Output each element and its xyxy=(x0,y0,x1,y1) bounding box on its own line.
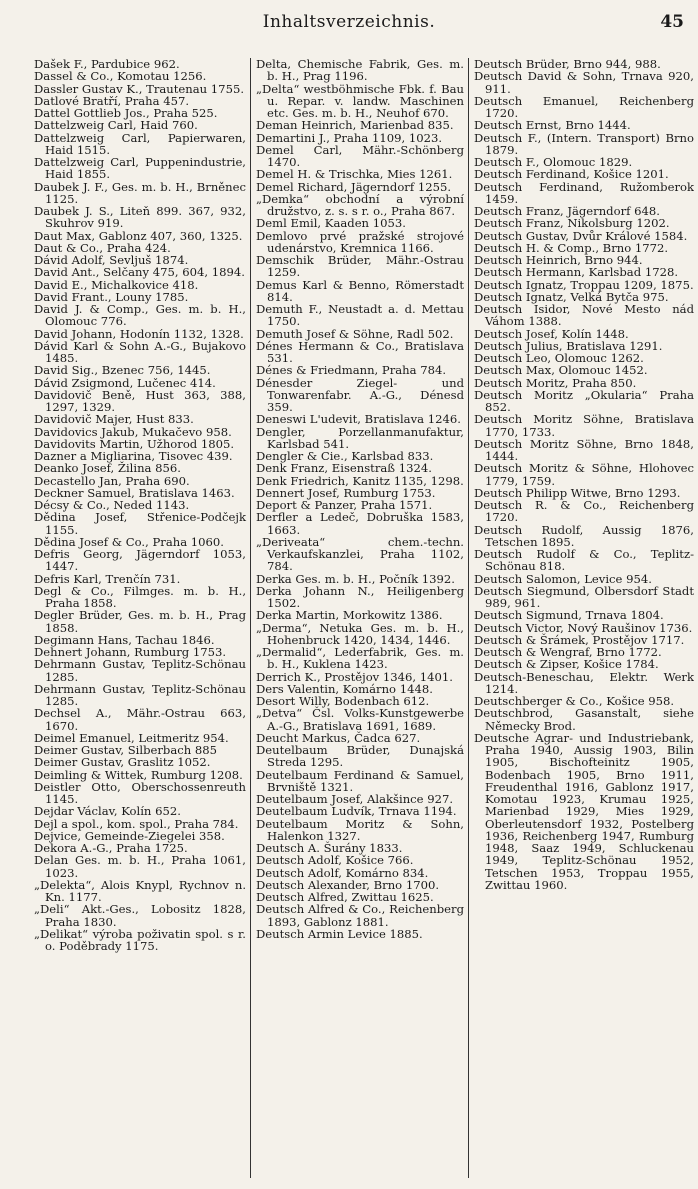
index-entry: Dekora A.-G., Praha 1725. xyxy=(34,841,188,855)
index-entry: Davidovič Beně, Hust 363, 388, 1297, 1329. xyxy=(34,387,246,414)
index-entry: Dávid Adolf, Sevljuš 1874. xyxy=(34,253,189,267)
index-entry: Deutelbaum Ludvík, Trnava 1194. xyxy=(256,804,457,819)
index-entry: Deport & Panzer, Praha 1571. xyxy=(256,498,433,512)
index-entry: „Delta“ westböhmische Fbk. f. Bau u. Repar. v. landw. Maschinen etc. Ges. m. b. H., Neuhof 670. xyxy=(256,81,464,120)
index-entry: Dassler Gustav K., Trautenau 1755. xyxy=(34,81,245,96)
index-entry: Deutelbaum Ferdinand & Samuel, Brvniště 1321. xyxy=(256,767,464,794)
index-entry: Deutsch Alexander, Brno 1700. xyxy=(256,877,440,892)
index-entry: Dávid Karl & Sohn A.-G., Bujakovo 1485. xyxy=(34,338,246,365)
index-entry: Dehrmann Gustav, Teplitz-Schönau 1285. xyxy=(34,657,246,684)
index-entry: „Detva“ Čsl. Volks-Kunstgewerbe A.-G., Bratislava 1691, 1689. xyxy=(256,706,464,733)
index-entry: Deutelbaum Moritz & Sohn, Halenkon 1327. xyxy=(256,816,464,843)
index-entry: Deutsch Franz, Jägerndorf 648. xyxy=(474,204,660,218)
index-entry: Dattel Gottlieb Jos., Praha 525. xyxy=(34,106,218,120)
page-number: 45 xyxy=(660,12,684,32)
index-entry: „Dermalid“, Lederfabrik, Ges. m. b. H., Kuklena 1423. xyxy=(256,645,464,672)
index-entry: Deutsch Siegmund, Olbersdorf Stadt 989, 961. xyxy=(474,583,694,610)
index-entry: Deutsch Leo, Olomouc 1262. xyxy=(474,351,644,365)
index-entry: David Frant., Louny 1785. xyxy=(34,289,189,304)
index-entry: Deutsch H. & Comp., Brno 1772. xyxy=(474,240,669,255)
index-entry: „Derma“, Netuka Ges. m. b. H., Hohenbruck 1420, 1434, 1446. xyxy=(256,620,464,647)
index-entry: Deutsch Rudolf, Aussig 1876, Tetschen 1895. xyxy=(474,522,694,549)
index-entry: Derka Ges. m. b. H., Počník 1392. xyxy=(256,571,455,586)
index-entry: Deutsch Philipp Witwe, Brno 1293. xyxy=(474,485,681,500)
index-entry: Deml Emil, Kaaden 1053. xyxy=(256,216,406,231)
index-entry: Daut & Co., Praha 424. xyxy=(34,240,171,255)
index-entry: Deutsch Moritz „Okularia“ Praha 852. xyxy=(474,387,694,414)
index-entry: Deutsch Rudolf & Co., Teplitz-Schönau 818. xyxy=(474,547,694,574)
index-column-2 xyxy=(256,58,469,1178)
index-entry: Deutsch Ignatz, Velká Bytča 975. xyxy=(474,289,669,304)
index-entry: Deutsch Alfred & Co., Reichenberg 1893, Gablonz 1881. xyxy=(256,902,464,929)
index-entry: Dehrmann Gustav, Teplitz-Schönau 1285. xyxy=(34,681,246,708)
index-entry: Deimling & Wittek, Rumburg 1208. xyxy=(34,767,243,782)
index-entry: Deimel Emanuel, Leitmeritz 954. xyxy=(34,730,229,745)
index-entry: Deutsch Sigmund, Trnava 1804. xyxy=(474,608,664,623)
index-entry: Dénes Hermann & Co., Bratislava 531. xyxy=(256,338,464,365)
index-entry: Deutsch R. & Co., Reichenberg 1720. xyxy=(474,498,694,525)
index-column-1 xyxy=(34,58,251,1178)
index-entry: Demel Carl, Mähr.-Schönberg 1470. xyxy=(256,142,464,169)
page-header xyxy=(0,10,698,40)
index-entry: Deutsch Moritz Söhne, Brno 1848, 1444. xyxy=(474,436,694,463)
index-entry: Deutsch Moritz, Praha 850. xyxy=(474,375,637,390)
index-entry: Degimann Hans, Tachau 1846. xyxy=(34,632,215,647)
index-entry: Degl & Co., Filmges. m. b. H., Praha 1858. xyxy=(34,583,246,610)
index-entry: Deneswi L'udevit, Bratislava 1246. xyxy=(256,412,461,427)
index-entry: Dénes & Friedmann, Praha 784. xyxy=(256,363,447,378)
index-entry: Desort Willy, Bodenbach 612. xyxy=(256,694,430,708)
page-title: Inhaltsverzeichnis. xyxy=(262,12,436,32)
index-entry: Deutsch-Beneschau, Elektr. Werk 1214. xyxy=(474,669,694,696)
index-entry: Deutsch Isidor, Nové Mesto nád Váhom 1388. xyxy=(474,302,694,329)
index-entry: Deutsch A. Šurány 1833. xyxy=(256,841,403,855)
index-entry: David E., Michalkovice 418. xyxy=(34,277,199,292)
index-entry: „Deriveata“ chem.-techn. Verkaufskanzlei, Praha 1102, 784. xyxy=(256,534,464,574)
index-entry: Deanko Josef, Žilina 856. xyxy=(34,461,181,476)
index-entry: Demschik Brüder, Mähr.-Ostrau 1259. xyxy=(256,253,464,280)
index-entry: Deutsch Josef, Kolín 1448. xyxy=(474,326,629,341)
index-entry: Deutsch Moritz & Söhne, Hlohovec 1779, 1759. xyxy=(474,461,694,488)
index-entry: Deutsch Ignatz, Troppau 1209, 1875. xyxy=(474,277,694,292)
index-entry: Dennert Josef, Rumburg 1753. xyxy=(256,485,436,500)
index-entry: Dénesder Ziegel- und Tonwarenfabr. A.-G., Dénesd 359. xyxy=(256,375,464,414)
index-entry: Delan Ges. m. b. H., Praha 1061, 1023. xyxy=(34,853,246,880)
index-entry: Deutsch Salomon, Levice 954. xyxy=(474,571,652,586)
index-entry: Deutsch Adolf, Košice 766. xyxy=(256,853,414,868)
index-entry: Deutsch Hermann, Karlsbad 1728. xyxy=(474,265,679,280)
index-entry: Dejdar Václav, Kolín 652. xyxy=(34,804,181,819)
index-entry: Deutsch Moritz Söhne, Bratislava 1770, 1733. xyxy=(474,412,694,439)
index-entry: Deutsch Ferdinand, Košice 1201. xyxy=(474,167,669,182)
index-entry: Deutelbaum Brüder, Dunajská Streda 1295. xyxy=(256,743,464,770)
index-entry: David Sig., Bzenec 756, 1445. xyxy=(34,363,211,378)
index-entry: „Delikat“ výroba poživatin spol. s r. o. Poděbrady 1175. xyxy=(34,926,246,953)
index-entry: Deutsch & Wengraf, Brno 1772. xyxy=(474,645,662,659)
index-entry: Deimer Gustav, Graslitz 1052. xyxy=(34,755,211,770)
index-entry: Demus Karl & Benno, Römerstadt 814. xyxy=(256,277,464,304)
index-entry: Ders Valentin, Komárno 1448. xyxy=(256,681,433,696)
index-entry: Daubek J. F., Ges. m. b. H., Brněnec 1125. xyxy=(34,179,246,206)
index-entry: Dattelzweig Carl, Haid 760. xyxy=(34,118,198,133)
index-columns xyxy=(34,58,696,1184)
index-entry: Demuth Josef & Söhne, Radl 502. xyxy=(256,326,454,341)
index-entry: Deutsch Ferdinand, Ružomberok 1459. xyxy=(474,179,694,206)
index-entry: Dejl a spol., kom. spol., Praha 784. xyxy=(34,816,239,831)
index-entry: Datlové Bratří, Praha 457. xyxy=(34,93,190,108)
index-entry: Deutsch F., Olomouc 1829. xyxy=(474,155,633,169)
index-entry: Deutsch & Šrámek, Prostějov 1717. xyxy=(474,632,685,647)
index-entry: Dechsel A., Mähr.-Ostrau 663, 1670. xyxy=(34,706,246,733)
index-entry: Derka Johann N., Heiligenberg 1502. xyxy=(256,583,464,610)
index-entry: Deutsch Gustav, Dvůr Králové 1584. xyxy=(474,228,688,243)
index-entry: Denk Friedrich, Kanitz 1135, 1298. xyxy=(256,473,464,488)
index-entry: Deutsch & Zipser, Košice 1784. xyxy=(474,657,659,672)
index-entry: Dengler, Porzellanmanufaktur, Karlsbad 541. xyxy=(256,424,464,451)
index-entry: Deutsch Adolf, Komárno 834. xyxy=(256,865,429,880)
index-entry: Derfler a Ledeč, Dobruška 1583, 1663. xyxy=(256,510,464,537)
index-entry: David Ant., Selčany 475, 604, 1894. xyxy=(34,265,245,280)
index-entry: Demlovo prvé pražské strojové udenárstvo, Kremnica 1166. xyxy=(256,228,464,255)
index-entry: Deutsch Victor, Nový Raušinov 1736. xyxy=(474,620,693,635)
index-entry: Deutschberger & Co., Košice 958. xyxy=(474,694,675,708)
index-entry: Dazner a Migliarina, Tisovec 439. xyxy=(34,449,233,463)
index-entry: Deimer Gustav, Silberbach 885 xyxy=(34,743,218,757)
index-entry: Dengler & Cie., Karlsbad 833. xyxy=(256,449,434,463)
index-entry: Dejvice, Gemeinde-Ziegelei 358. xyxy=(34,828,225,843)
index-entry: Derrich K., Prostějov 1346, 1401. xyxy=(256,669,453,684)
index-entry: „Delekta“, Alois Knypl, Rychnov n. Kn. 1177. xyxy=(34,877,246,904)
index-entry: Deutsch Heinrich, Brno 944. xyxy=(474,253,643,267)
index-entry: Deutsche Agrar- und Industriebank, Praha 1940, Aussig 1903, Bilin 1905, Bischofteinitz 1905, Bodenbach 1905, Brno 1911, Freudenthal 1916, Gablonz 1917, Komotau 1923, Krumau 1925, Marienbad 1929, Mies 1929, Oberleutensdorf 1932, Postelberg 1936, Reichenberg 1947, Rumburg 1948, Saaz 1949, Schluckenau 1949, Teplitz-Schönau 1952, Tetschen 1953, Troppau 1955, Zwittau 1960. xyxy=(474,730,694,892)
index-entry: Deutsch Alfred, Zwittau 1625. xyxy=(256,890,434,904)
index-entry: Deutsch Armin Levice 1885. xyxy=(256,926,423,941)
index-entry: Davidovics Jakub, Mukačevo 958. xyxy=(34,424,232,439)
index-entry: Demel H. & Trischka, Mies 1261. xyxy=(256,167,453,182)
index-entry: Demel Richard, Jägerndorf 1255. xyxy=(256,179,452,194)
index-entry: „Demka“ obchodní a výrobní družstvo, z. s. s r. o., Praha 867. xyxy=(256,191,464,218)
index-entry: Daut Max, Gablonz 407, 360, 1325. xyxy=(34,228,243,243)
index-entry: Dassel & Co., Komotau 1256. xyxy=(34,69,207,84)
index-entry: Denk Franz, Eisenstraß 1324. xyxy=(256,461,432,476)
index-entry: Degler Brüder, Ges. m. b. H., Prag 1858. xyxy=(34,608,246,635)
index-entry: Deutsch Franz, Nikolsburg 1202. xyxy=(474,216,670,231)
index-entry: Dattelzweig Carl, Papierwaren, Haid 1515. xyxy=(34,130,246,157)
index-entry: Deutsch Max, Olomouc 1452. xyxy=(474,363,648,378)
index-entry: Decastello Jan, Praha 690. xyxy=(34,473,190,488)
index-entry: Davidovič Majer, Hust 833. xyxy=(34,412,194,427)
index-entry: Deutsch David & Sohn, Trnava 920, 911. xyxy=(474,69,694,96)
index-entry: Dašek F., Pardubice 962. xyxy=(34,58,180,71)
index-entry: Deutsch Ernst, Brno 1444. xyxy=(474,118,631,133)
index-entry: Daubek J. S., Liteň 899. 367, 932, Skuhrov 919. xyxy=(34,204,246,231)
index-entry: Demuth F., Neustadt a. d. Mettau 1750. xyxy=(256,302,464,329)
index-entry: Demartini J., Praha 1109, 1023. xyxy=(256,130,443,145)
index-entry: Deman Heinrich, Marienbad 835. xyxy=(256,118,454,133)
index-entry: Delta, Chemische Fabrik, Ges. m. b. H., Prag 1196. xyxy=(256,58,464,84)
index-entry: Deutsch Julius, Bratislava 1291. xyxy=(474,338,663,353)
index-entry: Defris Georg, Jägerndorf 1053, 1447. xyxy=(34,547,246,574)
index-entry: Deutschbrod, Gasanstalt, siehe Německy Brod. xyxy=(474,706,694,733)
index-entry: Deutelbaum Josef, Alakšince 927. xyxy=(256,792,454,806)
index-entry: Dědina Josef, Střenice-Podčejk 1155. xyxy=(34,510,246,537)
index-entry: Derka Martin, Morkowitz 1386. xyxy=(256,608,443,623)
index-entry: Dávid Zsigmond, Lučenec 414. xyxy=(34,375,216,390)
index-entry: Deutsch F., (Intern. Transport) Brno 1879. xyxy=(474,130,694,157)
index-entry: Deutsch Emanuel, Reichenberg 1720. xyxy=(474,93,694,120)
index-entry: Defris Karl, Trenčín 731. xyxy=(34,571,181,586)
index-entry: Dattelzweig Carl, Puppenindustrie, Haid 1855. xyxy=(34,155,246,182)
index-entry: „Deli“ Akt.-Ges., Lobositz 1828, Praha 1830. xyxy=(34,902,246,929)
index-entry: Deckner Samuel, Bratislava 1463. xyxy=(34,485,235,500)
index-entry: Deucht Markus, Čadca 627. xyxy=(256,730,421,745)
index-entry: Deutsch Brüder, Brno 944, 988. xyxy=(474,58,661,71)
index-entry: David J. & Comp., Ges. m. b. H., Olomouc 776. xyxy=(34,302,246,329)
index-entry: Deistler Otto, Oberschossenreuth 1145. xyxy=(34,779,246,806)
index-entry: David Johann, Hodonín 1132, 1328. xyxy=(34,326,244,341)
index-column-3 xyxy=(474,58,694,1178)
index-entry: Davidovits Martin, Užhorod 1805. xyxy=(34,436,235,451)
index-entry: Dědina Josef & Co., Praha 1060. xyxy=(34,534,224,549)
index-entry: Dehnert Johann, Rumburg 1753. xyxy=(34,645,227,659)
index-entry: Décsy & Co., Neded 1143. xyxy=(34,498,190,512)
